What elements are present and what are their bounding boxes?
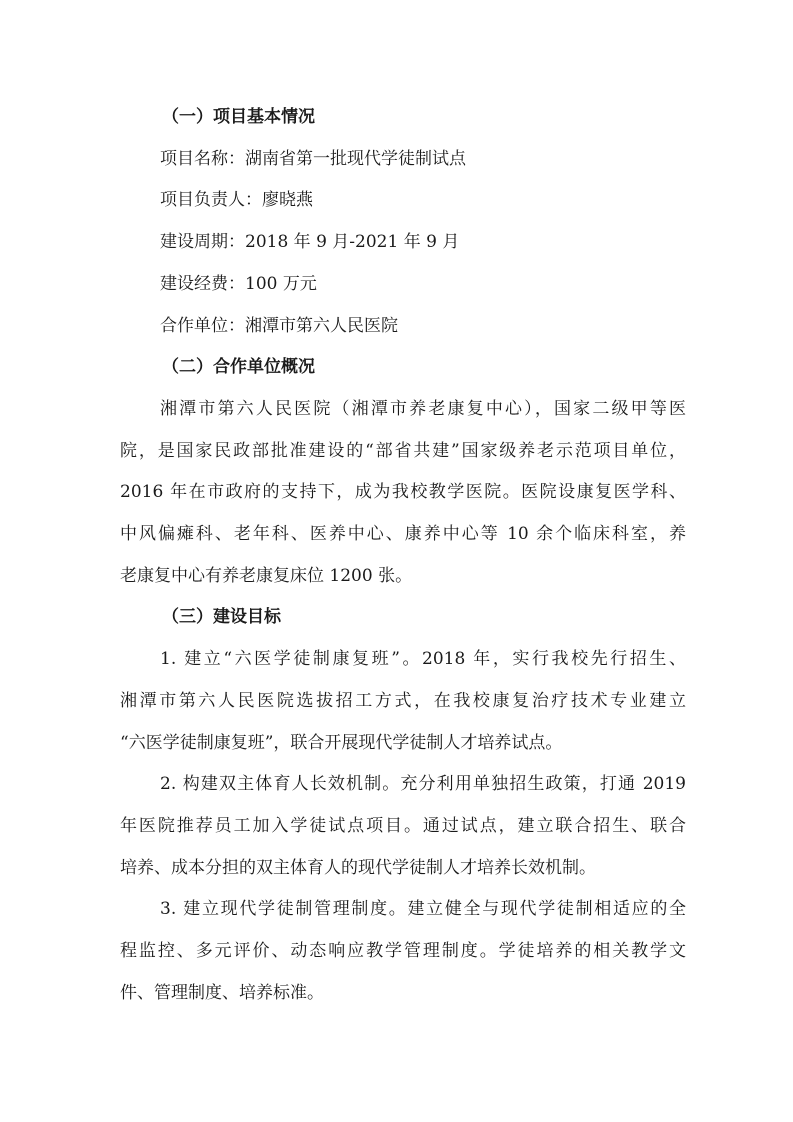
goal-item-2-line: 年医院推荐员工加入学徒试点项目。通过试点，建立联合招生、联合 [120,816,686,836]
goal-item-1-line: “六医学徒制康复班”，联合开展现代学徒制人才培养试点。 [120,733,563,753]
field-project-name: 项目名称：湖南省第一批现代学徒制试点 [160,149,466,169]
paragraph-line: 湘潭市第六人民医院（湘潭市养老康复中心），国家二级甲等医 [160,399,686,419]
section1-heading: （一）项目基本情况 [162,107,315,127]
paragraph-line: 院，是国家民政部批准建设的“部省共建”国家级养老示范项目单位， [120,441,686,461]
section2-heading: （二）合作单位概况 [162,357,315,377]
goal-item-3-line: 3. 建立现代学徒制管理制度。建立健全与现代学徒制相适应的全 [160,899,686,919]
goal-item-2-line: 培养、成本分担的双主体育人的现代学徒制人才培养长效机制。 [120,858,596,878]
field-build-funds: 建设经费：100 万元 [160,274,317,294]
field-project-lead: 项目负责人：廖晓燕 [160,190,313,210]
goal-item-3-line: 件、管理制度、培养标准。 [120,983,324,1003]
paragraph-line: 老康复中心有养老康复床位 1200 张。 [120,566,413,586]
goal-item-2-line: 2. 构建双主体育人长效机制。充分利用单独招生政策，打通 2019 [160,774,686,794]
goal-item-1-line: 1. 建立“六医学徒制康复班”。2018 年，实行我校先行招生、 [160,649,686,669]
paragraph-line: 中风偏瘫科、老年科、医养中心、康养中心等 10 余个临床科室，养 [120,524,686,544]
paragraph-line: 2016 年在市政府的支持下，成为我校教学医院。医院设康复医学科、 [120,482,686,502]
field-build-period: 建设周期：2018 年 9 月-2021 年 9 月 [160,232,460,252]
goal-item-1-line: 湘潭市第六人民医院选拔招工方式，在我校康复治疗技术专业建立 [120,691,686,711]
field-partner: 合作单位：湘潭市第六人民医院 [160,316,398,336]
section3-heading: （三）建设目标 [162,607,281,627]
goal-item-3-line: 程监控、多元评价、动态响应教学管理制度。学徒培养的相关教学文 [120,941,686,961]
